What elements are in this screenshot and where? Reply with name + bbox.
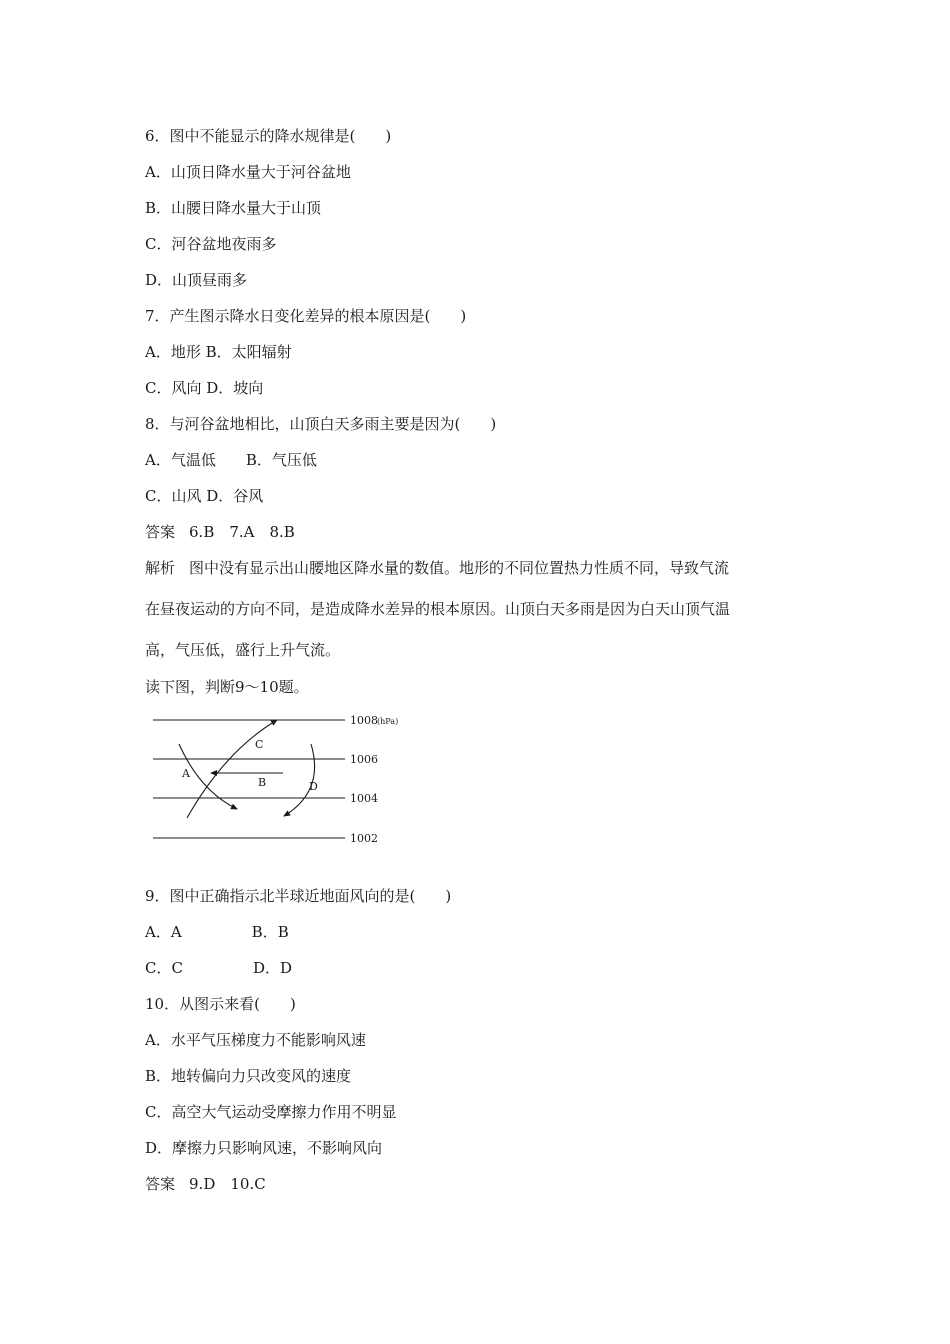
wind-arrow-c [187, 720, 277, 818]
q8-options-cd: C．山风 D．谷风 [145, 487, 264, 505]
isobar-label-1008: 1008 [350, 714, 378, 727]
answer-label: 答案 [145, 523, 176, 541]
q9-option-a: A．A [145, 923, 182, 941]
q10-option-c: C．高空大气运动受摩擦力作用不明显 [145, 1103, 397, 1121]
analysis-text-1: 图中没有显示出山腰地区降水量的数值。地形的不同位置热力性质不同，导致气流 [189, 559, 730, 577]
q7-options-ab: A．地形 B．太阳辐射 [145, 343, 292, 361]
arrow-label-b: B [258, 776, 267, 789]
q7-options-cd: C．风向 D．坡向 [145, 379, 264, 397]
q8-stem: 8．与河谷盆地相比，山顶白天多雨主要是因为( ) [145, 415, 497, 433]
figure-intro: 读下图，判断9～10题。 [145, 678, 309, 696]
analysis-label: 解析 [145, 559, 176, 577]
q10-option-d: D．摩擦力只影响风速，不影响风向 [145, 1139, 383, 1157]
q6-option-b: B．山腰日降水量大于山顶 [145, 199, 322, 217]
isobar-wind-diagram [145, 706, 425, 856]
q9-options-ab [145, 922, 289, 942]
q9-stem: 9．图中正确指示北半球近地面风向的是( ) [145, 887, 452, 905]
arrow-label-d: D [309, 780, 318, 793]
pressure-unit: (hPa) [377, 717, 399, 726]
analysis-line-2: 在昼夜运动的方向不同，是造成降水差异的根本原因。山顶白天多雨是因为白天山顶气温 [145, 600, 731, 618]
q9-options-cd [145, 958, 292, 978]
q9-option-b: B．B [251, 923, 289, 941]
q8-options-ab [145, 450, 317, 470]
isobar-label-1002: 1002 [350, 832, 378, 845]
answer-label: 答案 [145, 1175, 176, 1193]
isobar-label-1006: 1006 [350, 753, 378, 766]
answer-9-10 [145, 1174, 266, 1194]
answer-6-8 [145, 522, 295, 542]
q6-option-a: A．山顶日降水量大于河谷盆地 [145, 163, 351, 181]
isobar-label-1004: 1004 [350, 792, 378, 805]
arrow-label-c: C [255, 738, 264, 751]
q6-option-c: C．河谷盆地夜雨多 [145, 235, 277, 253]
q8-option-a: A．气温低 [145, 451, 216, 469]
q6-stem: 6．图中不能显示的降水规律是( ) [145, 127, 392, 145]
q6-option-d: D．山顶昼雨多 [145, 271, 248, 289]
analysis-line-3: 高，气压低，盛行上升气流。 [145, 641, 341, 659]
q9-option-c: C．C [145, 959, 183, 977]
analysis-line-1 [145, 558, 729, 578]
q7-stem: 7．产生图示降水日变化差异的根本原因是( ) [145, 307, 467, 325]
q9-option-d: D．D [252, 959, 293, 977]
answer-text: 6.B 7.A 8.B [189, 523, 295, 541]
answer-text: 9.D 10.C [189, 1175, 266, 1193]
arrow-label-a: A [182, 767, 190, 780]
q10-stem: 10．从图示来看( ) [145, 995, 296, 1013]
q10-option-a: A．水平气压梯度力不能影响风速 [145, 1031, 366, 1049]
q8-option-b: B．气压低 [245, 451, 317, 469]
q10-option-b: B．地转偏向力只改变风的速度 [145, 1067, 352, 1085]
